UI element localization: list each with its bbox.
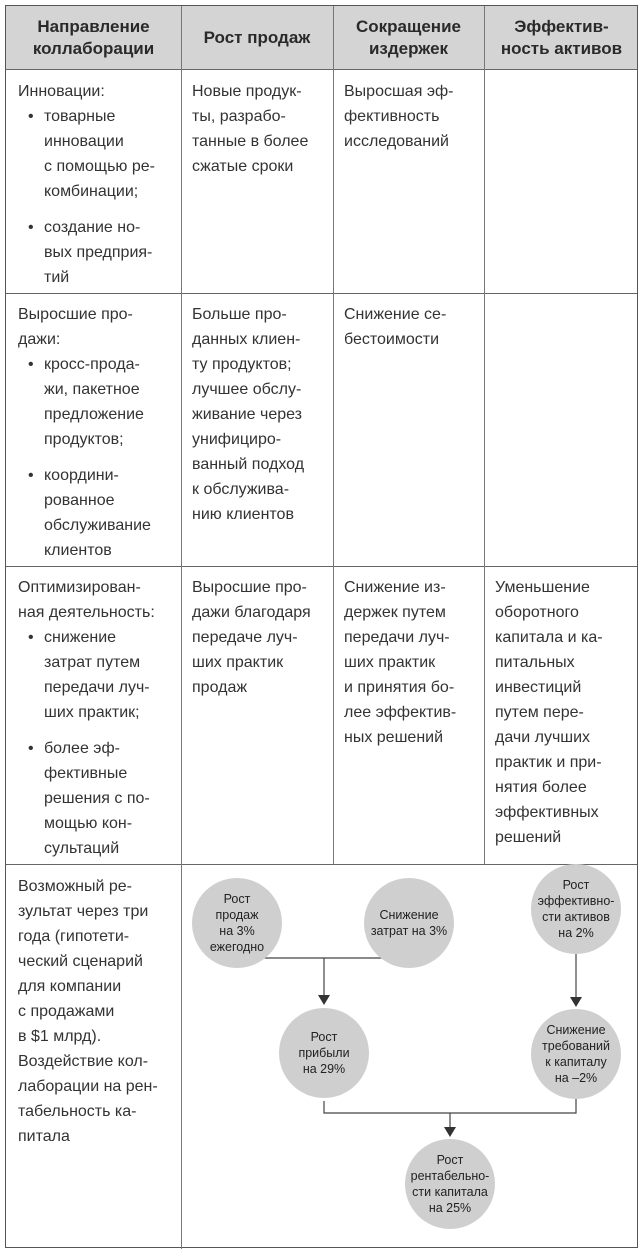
text-line: танные в более (192, 133, 309, 150)
text-line: Снижение се- (344, 306, 447, 323)
text-line: к обслужива- (192, 481, 290, 498)
arrow-down-icon (318, 995, 330, 1005)
text-line: Рост (223, 892, 251, 906)
node-return-on-capital (405, 1139, 495, 1229)
text-line: года (гипотети- (18, 928, 130, 945)
text-line: • снижение (44, 629, 117, 646)
node-asset-efficiency (531, 864, 621, 954)
text-line: капитала и ка- (495, 629, 603, 646)
text-line: решений (495, 829, 562, 846)
text-line: эффективно- (537, 894, 615, 908)
node-sales-growth (192, 878, 282, 968)
node-capital-requirements (531, 1009, 621, 1099)
text-line: • кросс-прода- (44, 356, 140, 373)
text-line: сти капитала (412, 1185, 488, 1199)
text-line: издержек (368, 38, 449, 58)
text-line: • создание но- (44, 219, 141, 236)
text-line: рентабельно- (410, 1169, 490, 1183)
text-line: вых предприя- (44, 244, 153, 261)
node-profit-growth (279, 1008, 369, 1098)
arrow-down-icon (444, 1127, 456, 1137)
text-line: ческий сценарий (18, 953, 143, 970)
text-line: коллаборации (32, 38, 155, 58)
text-line: лаборации на рен- (18, 1078, 158, 1095)
text-line: тий (44, 269, 70, 286)
text-line: ших практик; (44, 704, 140, 721)
text-line: данных клиен- (192, 331, 301, 348)
text-line: затрат на 3% (370, 924, 448, 938)
text-line: обслуживание (44, 517, 151, 534)
text-line: Новые продук- (192, 83, 302, 100)
node-cost-cut (364, 878, 454, 968)
text-line: Выросшие про- (192, 579, 307, 596)
text-line: дачи лучших (495, 729, 591, 746)
text-line: прибыли (298, 1046, 350, 1060)
text-line: бестоимости (344, 331, 440, 348)
text-line: с помощью ре- (44, 158, 155, 175)
text-line: • координи- (44, 467, 119, 484)
text-line: на 3% (219, 924, 255, 938)
text-line: питала (18, 1128, 70, 1145)
text-line: ших практик (344, 654, 436, 671)
text-line: живание через (192, 406, 302, 423)
text-line: фективность (344, 108, 440, 125)
text-line: Сокращение (356, 16, 461, 36)
text-line: Выросшие про- (18, 306, 133, 323)
text-line: эффективных (495, 804, 599, 821)
text-line: унифициро- (192, 431, 282, 448)
text-line: сультаций (44, 840, 120, 857)
text-line: держек путем (344, 604, 446, 621)
text-line: предложение (44, 406, 144, 423)
text-line: Снижение из- (344, 579, 446, 596)
text-line: зультат через три (18, 903, 149, 920)
text-line: путем пере- (495, 704, 584, 721)
text-line: Больше про- (192, 306, 287, 323)
text-line: Воздействие кол- (18, 1053, 149, 1070)
text-line: Инновации: (18, 83, 105, 100)
text-line: лее эффектив- (344, 704, 457, 721)
text-line: Уменьшение (495, 579, 590, 596)
text-line: передачи луч- (44, 679, 150, 696)
text-line: нию клиентов (192, 506, 294, 523)
text-line: передаче луч- (192, 629, 298, 646)
text-line: Рост (436, 1153, 464, 1167)
text-line: ная деятельность: (18, 604, 155, 621)
text-line: • более эф- (44, 740, 120, 757)
text-line: ванный подход (192, 456, 305, 473)
text-line: ных решений (344, 729, 444, 746)
text-line: нятия более (495, 779, 587, 796)
text-line: к капиталу (545, 1055, 607, 1069)
text-line: питальных (495, 654, 575, 671)
text-line: комбинации; (44, 183, 139, 200)
text-line: продуктов; (44, 431, 124, 448)
text-line: на –2% (554, 1071, 598, 1085)
text-line: Возможный ре- (18, 878, 132, 895)
text-line: продаж (215, 908, 259, 922)
text-line: затрат путем (44, 654, 141, 671)
text-line: продаж (192, 679, 248, 696)
text-line: Эффектив- (514, 16, 609, 36)
text-line: для компании (18, 978, 122, 995)
arrow-down-icon (570, 997, 582, 1007)
text-line: табельность ка- (18, 1103, 137, 1120)
text-line: Выросшая эф- (344, 83, 454, 100)
text-line: клиентов (44, 542, 112, 559)
text-line: требований (542, 1039, 610, 1053)
text-line: на 25% (428, 1201, 472, 1215)
text-line: дажи: (18, 331, 61, 348)
text-line: мощью кон- (44, 815, 133, 832)
text-line: с продажами (18, 1003, 115, 1020)
text-line: ших практик (192, 654, 284, 671)
text-line: рованное (44, 492, 115, 509)
text-line: передачи луч- (344, 629, 450, 646)
text-line: в $1 млрд). (18, 1028, 102, 1045)
text-line: Оптимизирован- (18, 579, 141, 596)
text-line: Рост продаж (203, 27, 311, 47)
text-line: лучшее обслу- (192, 381, 302, 398)
collaboration-table (5, 5, 638, 1248)
text-line: инвестиций (495, 679, 582, 696)
text-line: фективные (44, 765, 128, 782)
text-line: решения с по- (44, 790, 150, 807)
text-line: ту продуктов; (192, 356, 292, 373)
text-line: Рост (310, 1030, 338, 1044)
text-line: практик и при- (495, 754, 602, 771)
text-line: и принятия бо- (344, 679, 455, 696)
text-line: • товарные (44, 108, 116, 125)
text-line: Снижение (379, 908, 439, 922)
connector-line (324, 1098, 576, 1113)
text-line: на 2% (558, 926, 594, 940)
text-line: оборотного (495, 604, 579, 621)
text-line: инновации (44, 133, 124, 150)
text-line: Направление (37, 16, 150, 36)
text-line: ты, разрабо- (192, 108, 286, 125)
text-line: сти активов (542, 910, 610, 924)
text-line: Рост (562, 878, 590, 892)
text-line: Снижение (546, 1023, 606, 1037)
text-line: исследований (344, 133, 449, 150)
text-line: дажи благодаря (192, 604, 311, 621)
text-line: жи, пакетное (44, 381, 140, 398)
text-line: ность активов (500, 38, 623, 58)
text-line: на 29% (302, 1062, 346, 1076)
text-line: ежегодно (209, 940, 265, 954)
text-line: сжатые сроки (192, 158, 294, 175)
